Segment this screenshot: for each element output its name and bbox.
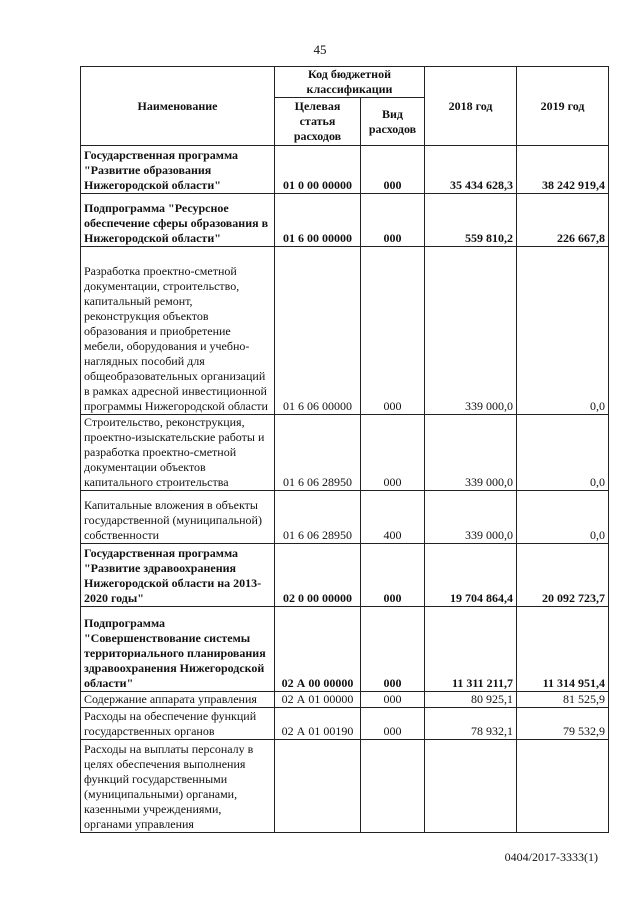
cell-name: Содержание аппарата управления	[81, 692, 275, 708]
table-body	[81, 146, 609, 833]
document-code: 0404/2017-3333(1)	[504, 850, 598, 864]
cell-expense-type: 000	[361, 194, 425, 247]
cell-2019: 79 532,9	[517, 708, 609, 740]
cell-name: Государственная программа "Развитие здравоохранения Нижегородской области на 2013-2020 годы"	[81, 544, 275, 607]
cell-2019: 38 242 919,4	[517, 146, 609, 194]
table-row	[81, 194, 609, 247]
cell-name: Подпрограмма "Ресурсное обеспечение сферы образования в Нижегородской области"	[81, 194, 275, 247]
cell-2018: 80 925,1	[425, 692, 517, 708]
cell-target-article	[275, 740, 361, 833]
cell-name: Разработка проектно-сметной документации, строительство, капитальный ремонт, реконструкция объектов образования и приобретение мебели, оборудования и учебно-наглядных пособий для общеобразовательных организаций в рамках адресной инвестиционной программы Нижегородской области	[81, 247, 275, 415]
table-row	[81, 708, 609, 740]
table-row	[81, 415, 609, 491]
cell-target-article: 01 6 06 00000	[275, 247, 361, 415]
cell-2018: 559 810,2	[425, 194, 517, 247]
header-target-article: Целевая статья расходов	[275, 98, 361, 146]
table-row	[81, 607, 609, 692]
header-2018: 2018 год	[425, 67, 517, 146]
cell-2018: 19 704 864,4	[425, 544, 517, 607]
cell-expense-type: 000	[361, 415, 425, 491]
cell-expense-type: 000	[361, 692, 425, 708]
table-row	[81, 247, 609, 415]
cell-expense-type: 000	[361, 146, 425, 194]
cell-2019: 81 525,9	[517, 692, 609, 708]
cell-target-article: 01 6 06 28950	[275, 491, 361, 544]
cell-name: Государственная программа "Развитие образования Нижегородской области"	[81, 146, 275, 194]
cell-name: Подпрограмма "Совершенствование системы территориального планирования здравоохранения Нижегородской области"	[81, 607, 275, 692]
cell-name: Расходы на обеспечение функций государственных органов	[81, 708, 275, 740]
cell-2019: 11 314 951,4	[517, 607, 609, 692]
cell-expense-type: 400	[361, 491, 425, 544]
table-header	[81, 67, 609, 146]
table-row	[81, 544, 609, 607]
header-name: Наименование	[81, 67, 275, 146]
cell-target-article: 02 А 01 00000	[275, 692, 361, 708]
cell-2018	[425, 740, 517, 833]
cell-2018: 78 932,1	[425, 708, 517, 740]
cell-name: Расходы на выплаты персоналу в целях обеспечения выполнения функций государственными (муниципальными) органами, казенными учреждениями, органами управления	[81, 740, 275, 833]
table-row	[81, 146, 609, 194]
cell-2018: 339 000,0	[425, 491, 517, 544]
cell-target-article: 02 А 01 00190	[275, 708, 361, 740]
table-row	[81, 692, 609, 708]
header-kbk-group: Код бюджетной классификации	[275, 67, 425, 98]
cell-2018: 35 434 628,3	[425, 146, 517, 194]
cell-2019	[517, 740, 609, 833]
cell-expense-type: 000	[361, 544, 425, 607]
budget-table	[80, 66, 609, 833]
cell-2018: 11 311 211,7	[425, 607, 517, 692]
table-row	[81, 491, 609, 544]
header-expense-type: Вид расходов	[361, 98, 425, 146]
cell-target-article: 01 0 00 00000	[275, 146, 361, 194]
page-number: 45	[313, 42, 327, 57]
cell-expense-type: 000	[361, 708, 425, 740]
cell-2019: 226 667,8	[517, 194, 609, 247]
cell-expense-type: 000	[361, 247, 425, 415]
cell-2019: 20 092 723,7	[517, 544, 609, 607]
cell-expense-type: 000	[361, 607, 425, 692]
cell-2019: 0,0	[517, 247, 609, 415]
cell-name: Строительство, реконструкция, проектно-изыскательские работы и разработка проектно-сметной документации объектов капитального строительства	[81, 415, 275, 491]
cell-target-article: 01 6 00 00000	[275, 194, 361, 247]
cell-2018: 339 000,0	[425, 247, 517, 415]
cell-name: Капитальные вложения в объекты государственной (муниципальной) собственности	[81, 491, 275, 544]
header-2019: 2019 год	[517, 67, 609, 146]
cell-target-article: 01 6 06 28950	[275, 415, 361, 491]
cell-expense-type	[361, 740, 425, 833]
table-row	[81, 740, 609, 833]
cell-target-article: 02 А 00 00000	[275, 607, 361, 692]
cell-2018: 339 000,0	[425, 415, 517, 491]
cell-2019: 0,0	[517, 491, 609, 544]
cell-2019: 0,0	[517, 415, 609, 491]
cell-target-article: 02 0 00 00000	[275, 544, 361, 607]
